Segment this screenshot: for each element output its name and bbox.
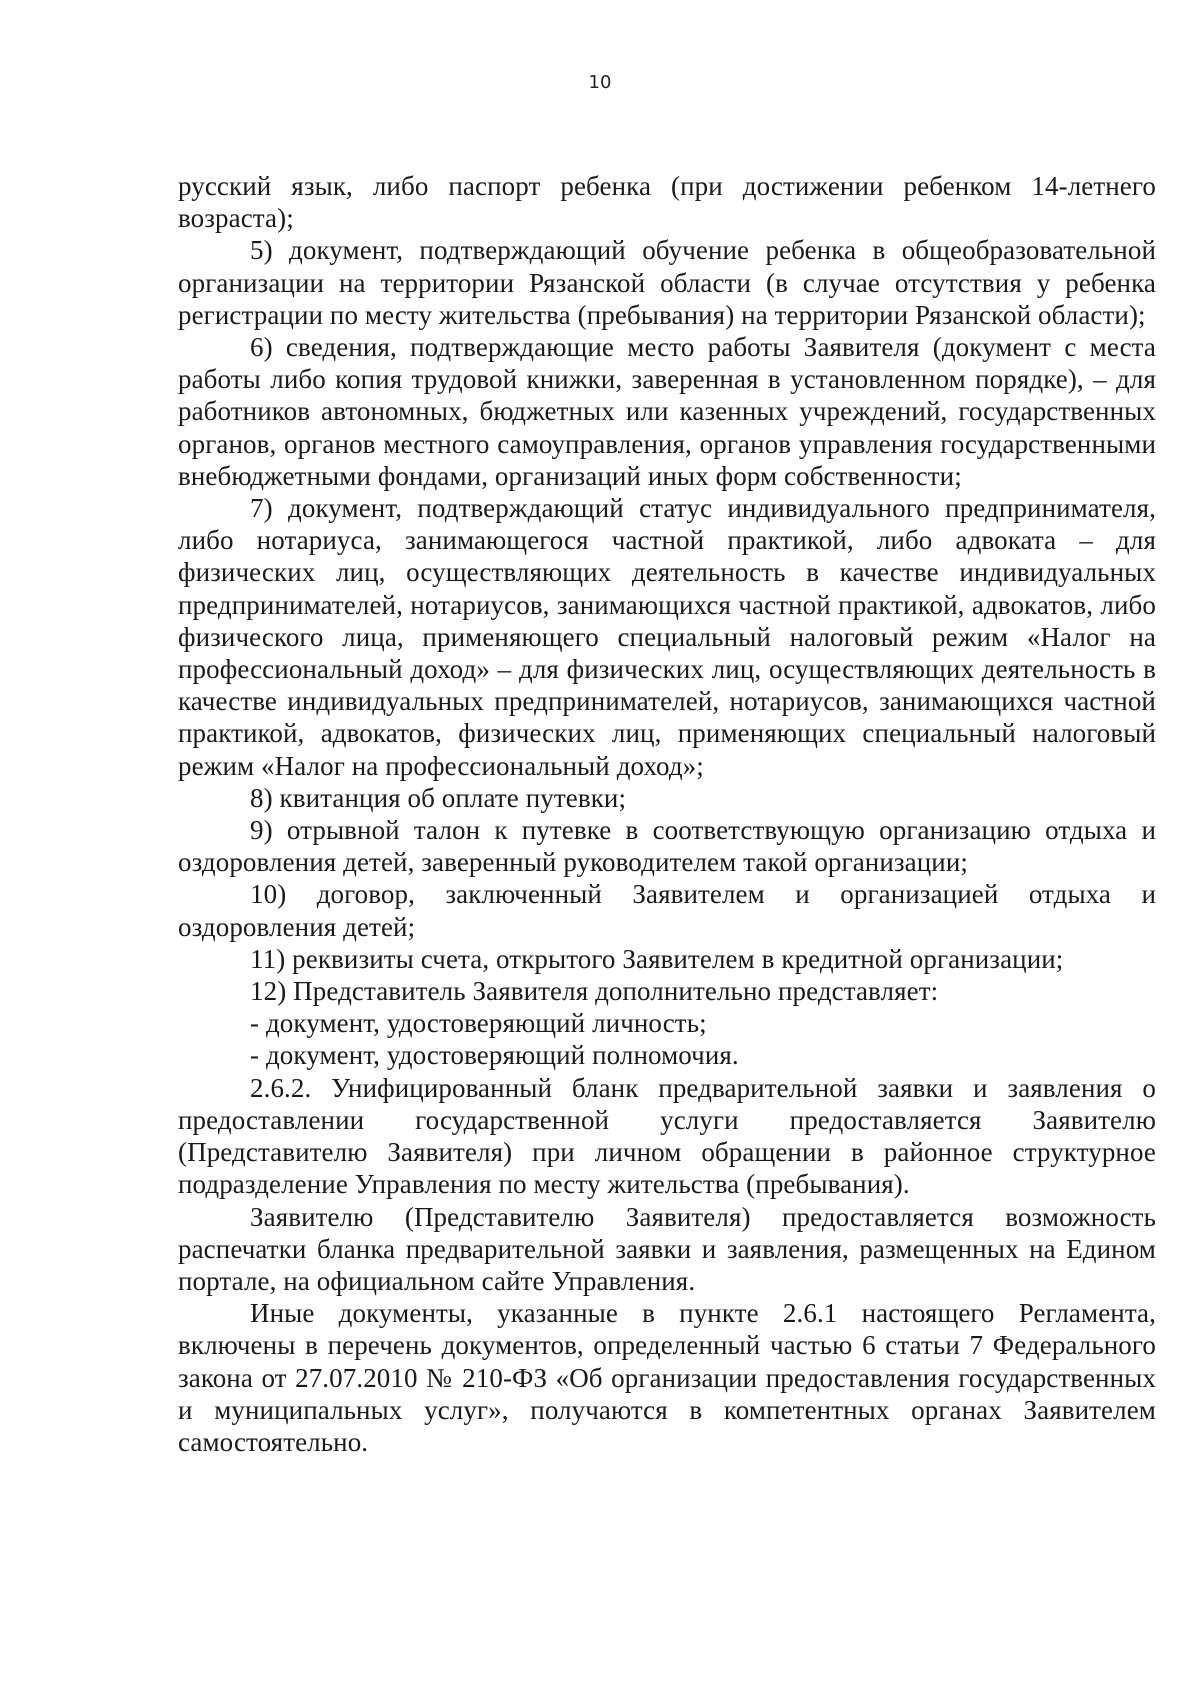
sub-item-authority-document: - документ, удостоверяющий полномочия. (250, 1040, 739, 1071)
paragraph-other-documents: Иные документы, указанные в пункте 2.6.1 настоящего Регламента, включены в перечень документов, определенный частью 6 статьи 7 Федерального закона от 27.07.2010 № 210-ФЗ «Об организации предоставления государственных и муниципальных услуг», получаются в компетентных органах Заявителем самостоятельно. (178, 1298, 1156, 1457)
list-item-12: 12) Представитель Заявителя дополнительно представляет: (250, 976, 939, 1007)
document-body (178, 170, 1156, 1458)
list-item-11: 11) реквизиты счета, открытого Заявителем в кредитной организации; (250, 943, 1064, 974)
list-item-7: 7) документ, подтверждающий статус индивидуального предпринимателя, либо нотариуса, занимающегося частной практикой, либо адвоката – для физических лиц, осуществляющих деятельность в качестве индивидуальных предпринимателей, нотариусов, занимающихся частной практикой, адвокатов, либо физического лица, применяющего специальный налоговый режим «Налог на профессиональный доход» – для физических лиц, осуществляющих деятельность в качестве индивидуальных предпринимателей, нотариусов, занимающихся частной практикой, адвокатов, физических лиц, применяющих специальный налоговый режим «Налог на профессиональный доход»; (178, 493, 1156, 781)
page-number: 10 (588, 72, 612, 93)
sub-item-identity-document: - документ, удостоверяющий личность; (250, 1008, 707, 1039)
list-item-10: 10) договор, заключенный Заявителем и организацией отдыха и оздоровления детей; (178, 879, 1156, 942)
list-item-6: 6) сведения, подтверждающие место работы Заявителя (документ с места работы либо копия трудовой книжки, заверенная в установленном порядке), – для работников автономных, бюджетных или казенных учреждений, государственных органов, органов местного самоуправления, органов управления государственными внебюджетными фондами, организаций иных форм собственности; (178, 332, 1156, 491)
list-item-8: 8) квитанция об оплате путевки; (250, 782, 627, 813)
section-2-6-2: 2.6.2. Унифицированный бланк предварительной заявки и заявления о предоставлении государственной услуги предоставляется Заявителю (Представителю Заявителя) при личном обращении в районное структурное подразделение Управления по месту жительства (пребывания). (178, 1072, 1156, 1200)
paragraph-continuation: русский язык, либо паспорт ребенка (при достижении ребенком 14-летнего возраста); (178, 171, 1156, 234)
list-item-9: 9) отрывной талон к путевке в соответствующую организацию отдыха и оздоровления детей, заверенный руководителем такой организации; (178, 815, 1156, 878)
paragraph-print-option: Заявителю (Представителю Заявителя) предоставляется возможность распечатки бланка предварительной заявки и заявления, размещенных на Едином портале, на официальном сайте Управления. (178, 1201, 1156, 1296)
list-item-5: 5) документ, подтверждающий обучение ребенка в общеобразовательной организации на территории Рязанской области (в случае отсутствия у ребенка регистрации по месту жительства (пребывания) на территории Рязанской области); (178, 235, 1156, 330)
